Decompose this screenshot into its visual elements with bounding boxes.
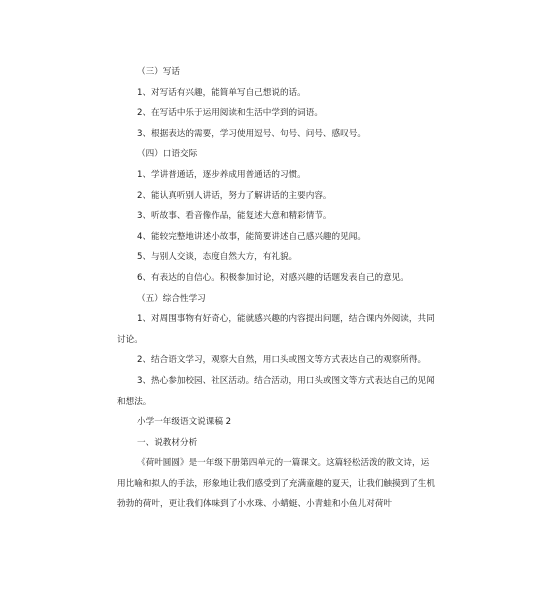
list-item: 2、结合语文学习，观察大自然，用口头或图文等方式表达自己的观察所得。 xyxy=(137,355,427,366)
list-item: 3、根据表达的需要，学习使用逗号、句号、问号、感叹号。 xyxy=(137,128,366,139)
document-body xyxy=(117,62,437,515)
list-item: 2、在写话中乐于运用阅读和生活中学到的词语。 xyxy=(137,108,323,119)
list-item: 6、有表达的自信心。积极参加讨论，对感兴趣的话题发表自己的意见。 xyxy=(137,272,409,283)
section-heading-analysis: 一、说教材分析 xyxy=(137,437,198,448)
list-item: 2、能认真听别人讲话，努力了解讲话的主要内容。 xyxy=(137,190,332,201)
section-heading-oral: （四）口语交际 xyxy=(137,149,198,160)
list-item: 5、与别人交谈，态度自然大方，有礼貌。 xyxy=(137,252,298,263)
list-item: 3、听故事、看音像作品，能复述大意和精彩情节。 xyxy=(137,211,332,222)
document-title: 小学一年级语文说课稿 2 xyxy=(137,417,232,428)
section-heading-comprehensive: （五）综合性学习 xyxy=(137,293,206,304)
list-item: 1、对写话有兴趣，能简单写自己想说的话。 xyxy=(137,87,306,98)
paragraph: 《荷叶圆圆》是一年级下册第四单元的一篇课文。这篇轻松活泼的散文诗，运用比喻和拟人的手法，形象地让我们感受到了充满童趣的夏天，让我们触摸到了生机勃勃的荷叶，更让我们体味到了小水珠、小蜻蜓、小青蛙和小鱼儿对荷叶 xyxy=(117,458,435,510)
list-item: 4、能较完整地讲述小故事，能简要讲述自己感兴趣的见闻。 xyxy=(137,231,366,242)
section-heading-writing: （三）写话 xyxy=(137,67,180,77)
list-item: 1、学讲普通话，逐步养成用普通话的习惯。 xyxy=(137,169,306,180)
list-item: 1、对周围事物有好奇心，能就感兴趣的内容提出问题，结合课内外阅读，共同讨论。 xyxy=(117,314,435,345)
list-item: 3、热心参加校园、社区活动。结合活动，用口头或图文等方式表达自己的见闻和想法。 xyxy=(117,375,435,407)
